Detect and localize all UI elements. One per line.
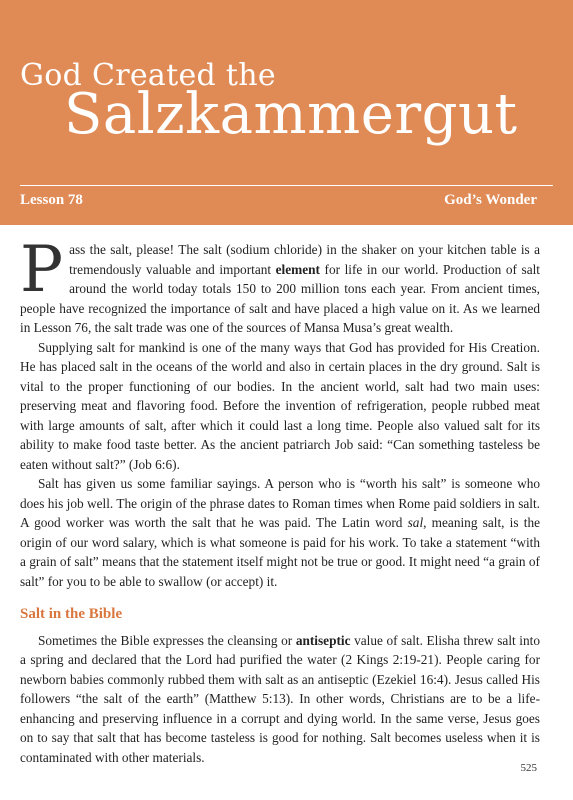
paragraph-3-text-a: Salt has given us some familiar sayings. A person who is “worth his salt” is someone who does his job well. The origin of the phrase dates to Roman times when Rome paid soldiers in salt. A good worker was worth the salt that he was paid. The Latin word <box>20 476 540 530</box>
banner-divider <box>20 185 553 186</box>
lesson-number: Lesson 78 <box>20 192 83 208</box>
lesson-body <box>20 233 540 767</box>
title-banner <box>0 0 573 225</box>
title-line-2: Salzkammergut <box>64 82 518 147</box>
paragraph-1-text-a: ass the salt, please! The salt (sodium chloride) in the shaker on your kitchen table is a tremendously valuable and important <box>69 242 540 277</box>
term-antiseptic: antiseptic <box>295 632 351 648</box>
title-line-1: God Created the <box>20 58 276 93</box>
page-number: 525 <box>520 762 537 774</box>
paragraph-4-text-a: Sometimes the Bible expresses the cleansing or <box>38 632 296 648</box>
drop-cap: P <box>20 233 64 307</box>
latin-word: sal <box>407 515 424 530</box>
term-element: element <box>275 261 320 277</box>
paragraph-3 <box>20 474 540 591</box>
paragraph-1 <box>20 233 540 338</box>
paragraph-3-text-b: , meaning salt, is the origin of our word salary, which is what someone is paid for his work. To take a statement “with a grain of salt” means that the statement itself might not be true or good. It might need “a grain of salt” for you to be able to swallow (or accept) it. <box>20 515 540 589</box>
paragraph-4 <box>20 631 540 768</box>
section-label: God’s Wonder <box>444 192 537 208</box>
subheading: Salt in the Bible <box>20 606 123 622</box>
paragraph-4-text-b: value of salt. Elisha threw salt into a spring and declared that the Lord had purified the water (2 Kings 2:19-21). People caring for newborn babies commonly rubbed them with salt as an antiseptic (Ezekiel 16:4). Jesus called His followers “the salt of the earth” (Matthew 5:13). In other words, Christians are to be a life-enhancing and preserving influence in a corrupt and dying world. In the same verse, Jesus goes on to say that salt that has become tasteless is good for nothing. Salt becomes useless when it is contaminated with other materials. <box>20 632 540 765</box>
paragraph-2: Supplying salt for mankind is one of the many ways that God has provided for His Creation. He has placed salt in the oceans of the world and also in certain places in the dry ground. Salt is vital to the proper functioning of our bodies. In the ancient world, salt had two main uses: preserving meat and flavoring food. Before the invention of refrigeration, people rubbed meat with large amounts of salt, after which it could last a long time. People also valued salt for its ability to make food taste better. As the ancient patriarch Job said: “Can something tasteless be eaten without salt?” (Job 6:6). <box>20 339 540 472</box>
paragraph-1-text-b: for life in our world. Production of salt around the world today totals 150 to 200 million tons each year. From ancient times, people have recognized the importance of salt and have placed a high value on it. As we learned in Lesson 76, the salt trade was one of the sources of Mansa Musa’s great wealth. <box>20 261 540 335</box>
